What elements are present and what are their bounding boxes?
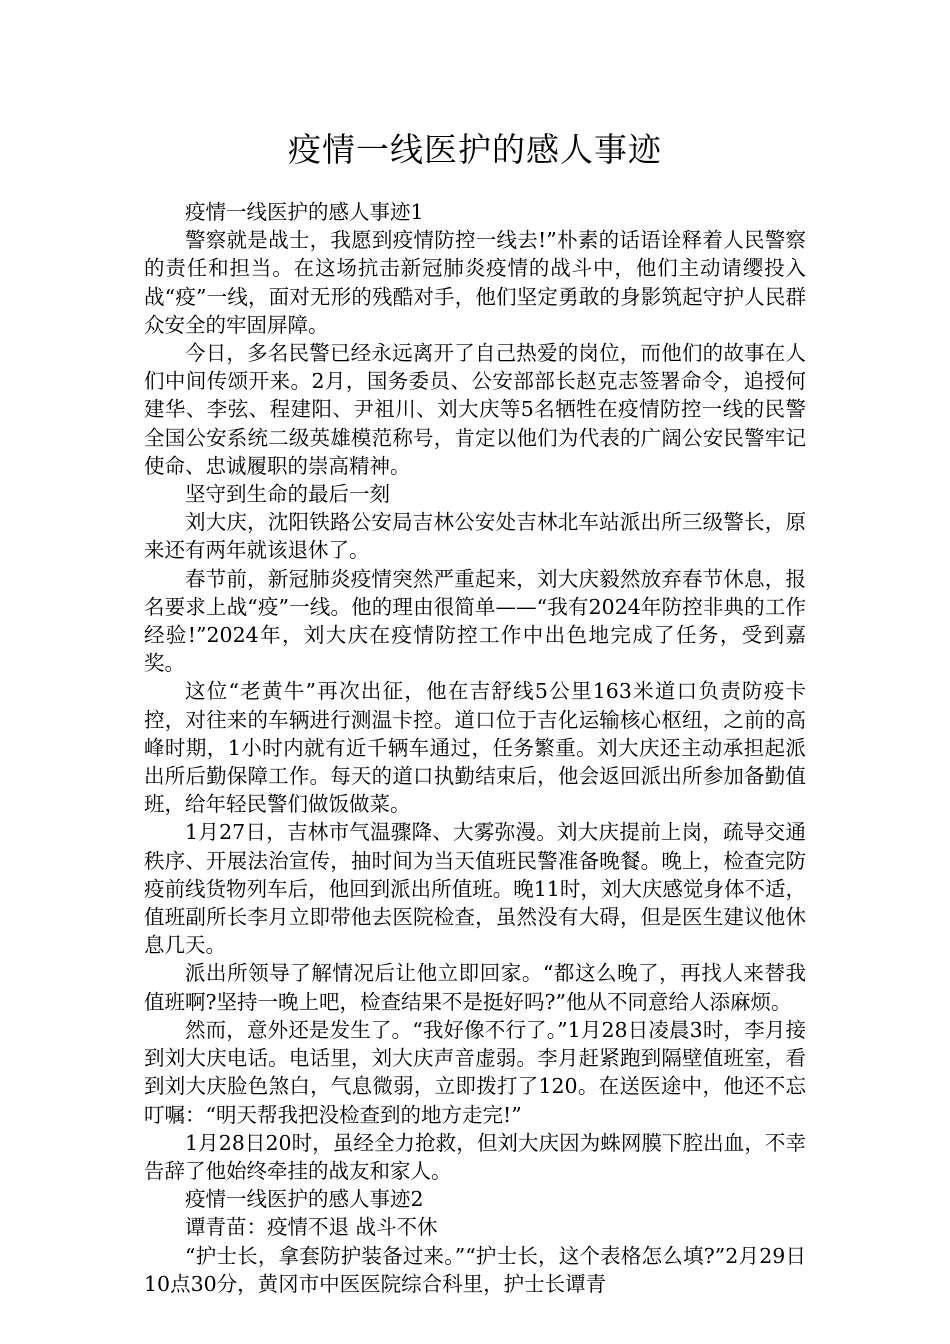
section-heading: 坚守到生命的最后一刻 — [185, 482, 390, 507]
paragraph: 这位“老黄牛”再次出征，他在吉舒线5公里163米道口负责防疫卡控，对往来的车辆进行测温卡控。道口位于吉化运输核心枢纽，之前的高峰时期，1小时内就有近千辆车通过，任务繁重。刘大庆还主动承担起派出所后勤保障工作。每天的道口执勤结束后，他会返回派出所参加备勤值班，给年轻民警们做饭做菜。 — [144, 679, 806, 817]
paragraph: 刘大庆，沈阳铁路公安局吉林公安处吉林北车站派出所三级警长，原来还有两年就该退休了。 — [144, 510, 806, 563]
section-heading: 疫情一线医护的感人事迹2 — [185, 1187, 424, 1212]
paragraph: 1月28日20时，虽经全力抢救，但刘大庆因为蛛网膜下腔出血，不幸告辞了他始终牵挂的战友和家人。 — [144, 1130, 806, 1183]
paragraph: “护士长，拿套防护装备过来。”“护士长，这个表格怎么填?”2月29日10点30分，黄冈市中医医院综合科里，护士长谭青 — [144, 1243, 806, 1296]
paragraph: 疫情一线医护的感人事迹1 — [185, 200, 424, 224]
paragraph: 1月27日，吉林市气温骤降、大雾弥漫。刘大庆提前上岗，疏导交通秩序、开展法治宣传，抽时间为当天值班民警准备晚餐。晚上，检查完防疫前线货物列车后，他回到派出所值班。晚11时，刘大庆感觉身体不适，值班副所长李月立即带他去医院检查，虽然没有大碍，但是医生建议他休息几天。 — [144, 820, 806, 958]
paragraph: 警察就是战士，我愿到疫情防控一线去!”朴素的话语诠释着人民警察的责任和担当。在这场抗击新冠肺炎疫情的战斗中，他们主动请缨投入战“疫”一线，面对无形的残酷对手，他们坚定勇敢的身影筑起守护人民群众安全的牢固屏障。 — [144, 228, 806, 337]
document-body — [144, 198, 806, 1298]
paragraph: 然而，意外还是发生了。“我好像不行了。”1月28日凌晨3时，李月接到刘大庆电话。电话里，刘大庆声音虚弱。李月赶紧跑到隔壁值班室，看到刘大庆脸色煞白，气息微弱，立即拨打了120。在送医途中，他还不忘叮嘱：“明天帮我把没检查到的地方走完!” — [144, 1017, 806, 1127]
paragraph: 派出所领导了解情况后让他立即回家。“都这么晚了，再找人来替我值班啊?坚持一晚上吧，检查结果不是挺好吗?”他从不同意给人添麻烦。 — [144, 961, 806, 1014]
paragraph: 今日，多名民警已经永远离开了自己热爱的岗位，而他们的故事在人们中间传颂开来。2月，国务委员、公安部部长赵克志签署命令，追授何建华、李弦、程建阳、尹祖川、刘大庆等5名牺牲在疫情防控一线的民警全国公安系统二级英雄模范称号，肯定以他们为代表的广阔公安民警牢记使命、忠诚履职的崇高精神。 — [144, 341, 806, 478]
section-heading: 谭青苗：疫情不退 战斗不休 — [185, 1215, 438, 1240]
document-title: 疫情一线医护的感人事迹 — [288, 130, 662, 169]
paragraph: 春节前，新冠肺炎疫情突然严重起来，刘大庆毅然放弃春节休息，报名要求上战“疫”一线。他的理由很简单——“我有2024年防控非典的工作经验!”2024年，刘大庆在疫情防控工作中出色地完成了任务，受到嘉奖。 — [144, 566, 806, 676]
